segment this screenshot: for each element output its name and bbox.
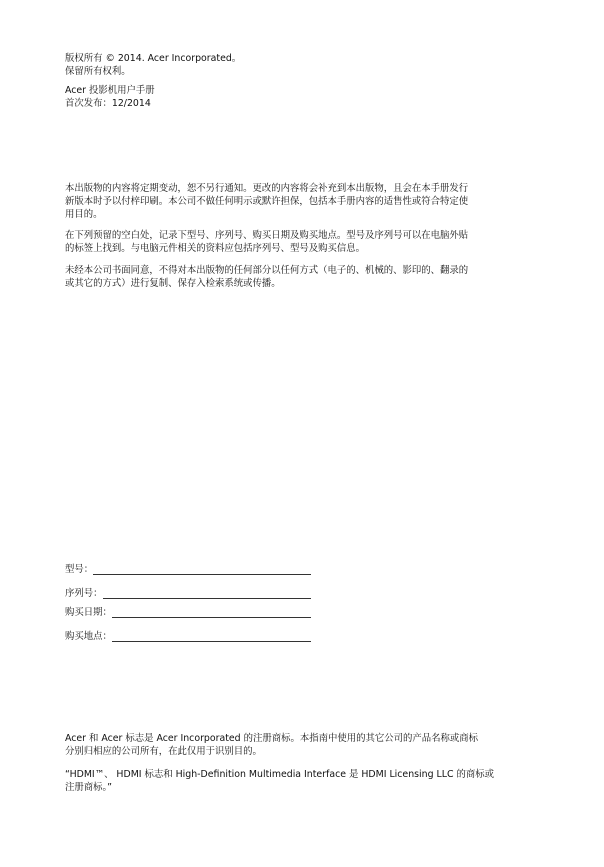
purchase-place-blank-line[interactable] [112, 630, 311, 642]
model-field [65, 561, 311, 575]
trademark-line: “HDMI™、 HDMI 标志和 High-Definition Multimedia Interface 是 HDMI Licensing LLC 的商标或 [65, 769, 494, 780]
notice-line: 或其它的方式）进行复制、保存入检索系统或传播。 [65, 278, 281, 289]
purchase-place-label: 购买地点： [65, 631, 112, 642]
release-date: 首次发布：12/2014 [65, 98, 151, 109]
notice-line: 的标签上找到。与电脑元件相关的资料应包括序列号、型号及购买信息。 [65, 243, 366, 254]
serial-blank-line[interactable] [103, 587, 311, 599]
manual-title: Acer 投影机用户手册 [65, 85, 155, 96]
notice-line: 在下列预留的空白处，记录下型号、序列号、购买日期及购买地点。型号及序列号可以在电脑外贴 [65, 230, 469, 241]
copyright-block [65, 52, 241, 78]
reproduction-paragraph [65, 264, 525, 290]
serial-field [65, 585, 311, 599]
manual-info-block [65, 84, 155, 110]
trademark-line: 分别归相应的公司所有，在此仅用于识别目的。 [65, 746, 262, 757]
trademark-line: 注册商标。” [65, 782, 113, 793]
rights-reserved-line: 保留所有权利。 [65, 66, 131, 77]
purchase-date-blank-line[interactable] [112, 606, 311, 618]
record-info-paragraph [65, 229, 525, 255]
trademark-paragraph [65, 732, 525, 758]
copyright-line: 版权所有 © 2014. Acer Incorporated。 [65, 53, 242, 64]
purchase-date-label: 购买日期： [65, 607, 112, 618]
notice-line: 用目的。 [65, 209, 103, 220]
notice-line: 新版本时予以付梓印刷。本公司不做任何明示或默许担保，包括本手册内容的适售性或符合特定使 [65, 196, 469, 207]
purchase-date-field [65, 604, 311, 618]
change-notice-paragraph [65, 182, 525, 221]
notice-line: 未经本公司书面同意，不得对本出版物的任何部分以任何方式（电子的、机械的、影印的、翻录的 [65, 265, 469, 276]
purchase-place-field [65, 628, 311, 642]
notice-line: 本出版物的内容将定期变动，恕不另行通知。更改的内容将会补充到本出版物，且会在本手册发行 [65, 183, 469, 194]
model-blank-line[interactable] [93, 563, 311, 575]
serial-label: 序列号： [65, 588, 103, 599]
model-label: 型号： [65, 564, 94, 575]
hdmi-trademark-paragraph [65, 768, 525, 794]
trademark-line: Acer 和 Acer 标志是 Acer Incorporated 的注册商标。本指南中使用的其它公司的产品名称或商标 [65, 733, 478, 744]
